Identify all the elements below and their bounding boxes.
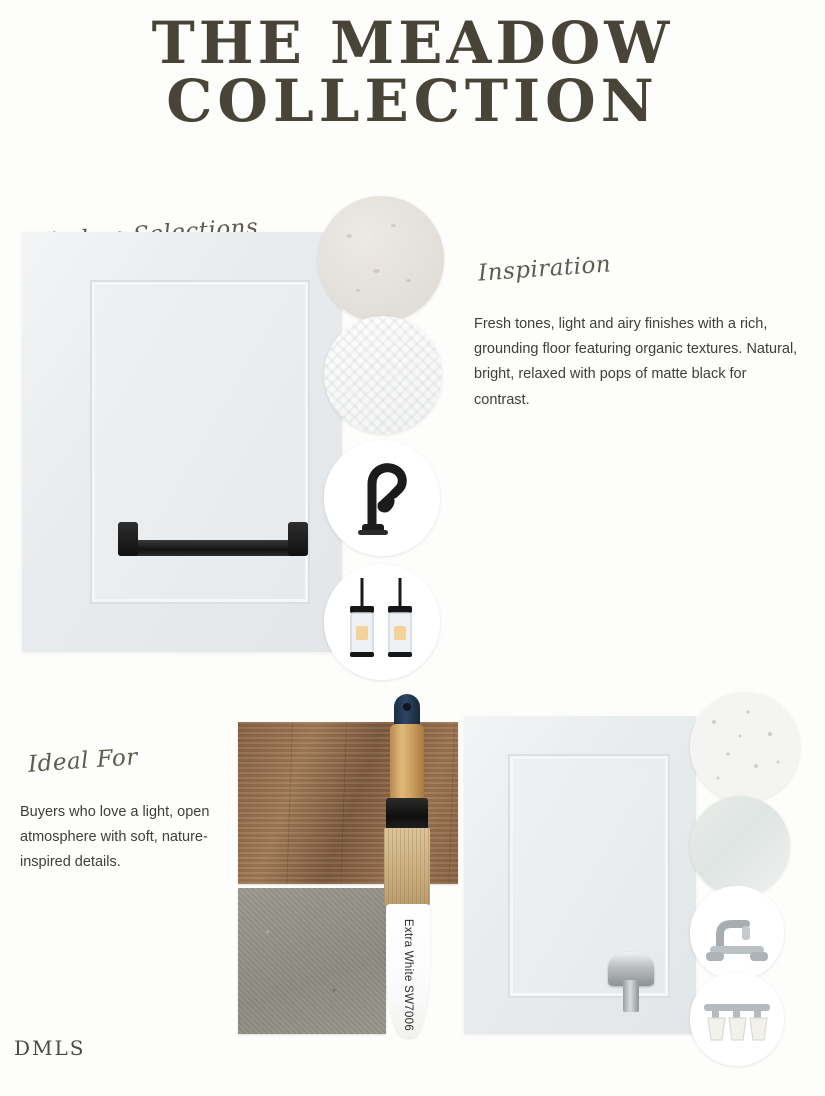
inspiration-text: Fresh tones, light and airy finishes with a rich, grounding floor featuring organic textures. Natural, bright, relaxed with pops of matte black for contrast.	[474, 316, 798, 408]
page-title-line-2: COLLECTION	[166, 67, 659, 135]
brush-bristles	[384, 828, 430, 910]
brush-wood-handle	[390, 724, 424, 802]
brush-ferrule	[386, 798, 428, 832]
bath-countertop-swatch	[690, 692, 800, 802]
faucet-swatch	[324, 440, 440, 556]
paint-brush-swatch	[376, 694, 440, 1040]
bath-vanity-light-swatch	[690, 972, 784, 1066]
gray-carpet-swatch	[238, 888, 386, 1034]
bath-vanity-door-image	[464, 716, 696, 1034]
countertop-swatch	[318, 196, 444, 322]
pendant-lights-swatch	[324, 564, 440, 680]
bath-tile-swatch	[690, 796, 790, 896]
brush-handle-top	[394, 694, 420, 728]
kitchen-cabinet-door-image	[22, 232, 342, 652]
page-title	[0, 9, 825, 135]
backsplash-swatch	[324, 316, 442, 434]
page-title-line-1: THE MEADOW	[151, 9, 674, 77]
chrome-cabinet-knob-hardware	[608, 952, 654, 986]
bath-faucet-swatch	[690, 886, 784, 980]
ideal-for-text: Buyers who love a light, open atmosphere with soft, nature-inspired details.	[20, 804, 210, 871]
brand-logo: DMLS	[14, 1036, 86, 1060]
matte-black-bar-pull-hardware	[118, 540, 308, 556]
ideal-for-heading: Ideal For	[27, 744, 139, 778]
inspiration-heading: Inspiration	[477, 251, 612, 287]
paint-color-label: Extra White SW7006	[402, 918, 415, 1032]
paint-drip	[386, 904, 430, 1038]
